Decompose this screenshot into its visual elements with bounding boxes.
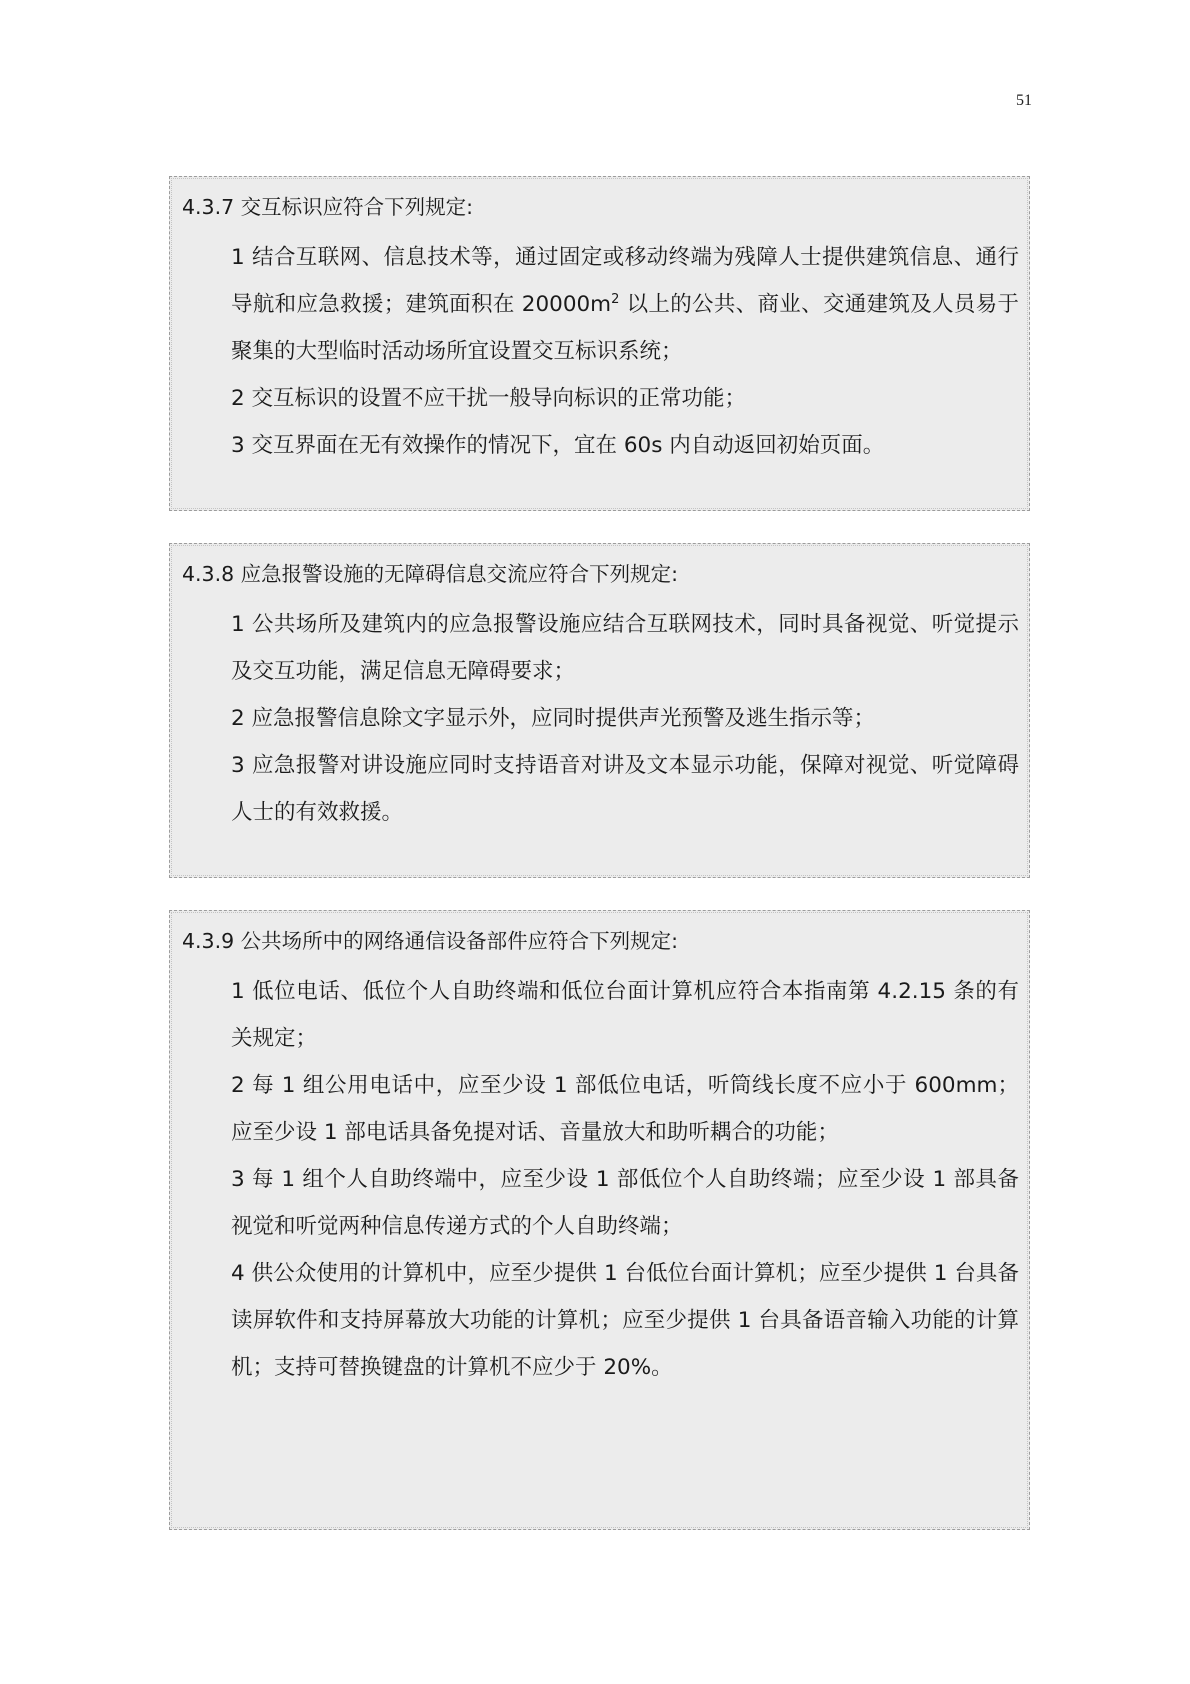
clause-item-text-continued: 以上的公共、商业、交通建筑及人员易于聚集的大型临时活动场所宜设置交互标识系统； xyxy=(231,292,1019,364)
clause-item-list xyxy=(231,234,1019,469)
clause-item: 4 供公众使用的计算机中，应至少提供 1 台低位台面计算机；应至少提供 1 台具备读屏软件和支持屏幕放大功能的计算机；应至少提供 1 台具备语音输入功能的计算机；支持可替换键盘的计算机不应少于 20%。 xyxy=(231,1261,1019,1380)
clause-item: 1 低位电话、低位个人自助终端和低位台面计算机应符合本指南第 4.2.15 条的有关规定； xyxy=(231,979,1019,1051)
superscript-exponent: 2 xyxy=(611,291,620,307)
clause-item-list xyxy=(231,968,1019,1391)
clause-box-4-3-9 xyxy=(169,910,1030,1530)
clause-box-4-3-8 xyxy=(169,543,1030,878)
clause-item: 3 交互界面在无有效操作的情况下，宜在 60s 内自动返回初始页面。 xyxy=(231,433,885,458)
page-number: 51 xyxy=(1016,92,1032,109)
clause-item: 1 公共场所及建筑内的应急报警设施应结合互联网技术，同时具备视觉、听觉提示及交互功能，满足信息无障碍要求； xyxy=(231,612,1019,684)
clause-item-list xyxy=(231,601,1019,836)
clause-heading: 4.3.7 交互标识应符合下列规定: xyxy=(182,195,474,219)
clause-item: 2 应急报警信息除文字显示外，应同时提供声光预警及逃生指示等； xyxy=(231,706,876,731)
clause-heading: 4.3.8 应急报警设施的无障碍信息交流应符合下列规定: xyxy=(182,562,679,586)
clause-item-text: 1 结合互联网、信息技术等，通过固定或移动终端为残障人士提供建筑信息、通行导航和应急救援；建筑面积在 20000m xyxy=(231,245,1019,317)
clause-item: 2 每 1 组公用电话中，应至少设 1 部低位电话，听筒线长度不应小于 600mm；应至少设 1 部电话具备免提对话、音量放大和助听耦合的功能； xyxy=(231,1073,1019,1145)
clause-box-4-3-7 xyxy=(169,176,1030,511)
clause-item: 3 应急报警对讲设施应同时支持语音对讲及文本显示功能，保障对视觉、听觉障碍人士的有效救援。 xyxy=(231,753,1019,825)
clause-item: 3 每 1 组个人自助终端中，应至少设 1 部低位个人自助终端；应至少设 1 部具备视觉和听觉两种信息传递方式的个人自助终端； xyxy=(231,1167,1019,1239)
clause-item xyxy=(231,234,1019,375)
clause-item: 2 交互标识的设置不应干扰一般导向标识的正常功能； xyxy=(231,386,747,411)
clause-heading: 4.3.9 公共场所中的网络通信设备部件应符合下列规定: xyxy=(182,929,679,953)
